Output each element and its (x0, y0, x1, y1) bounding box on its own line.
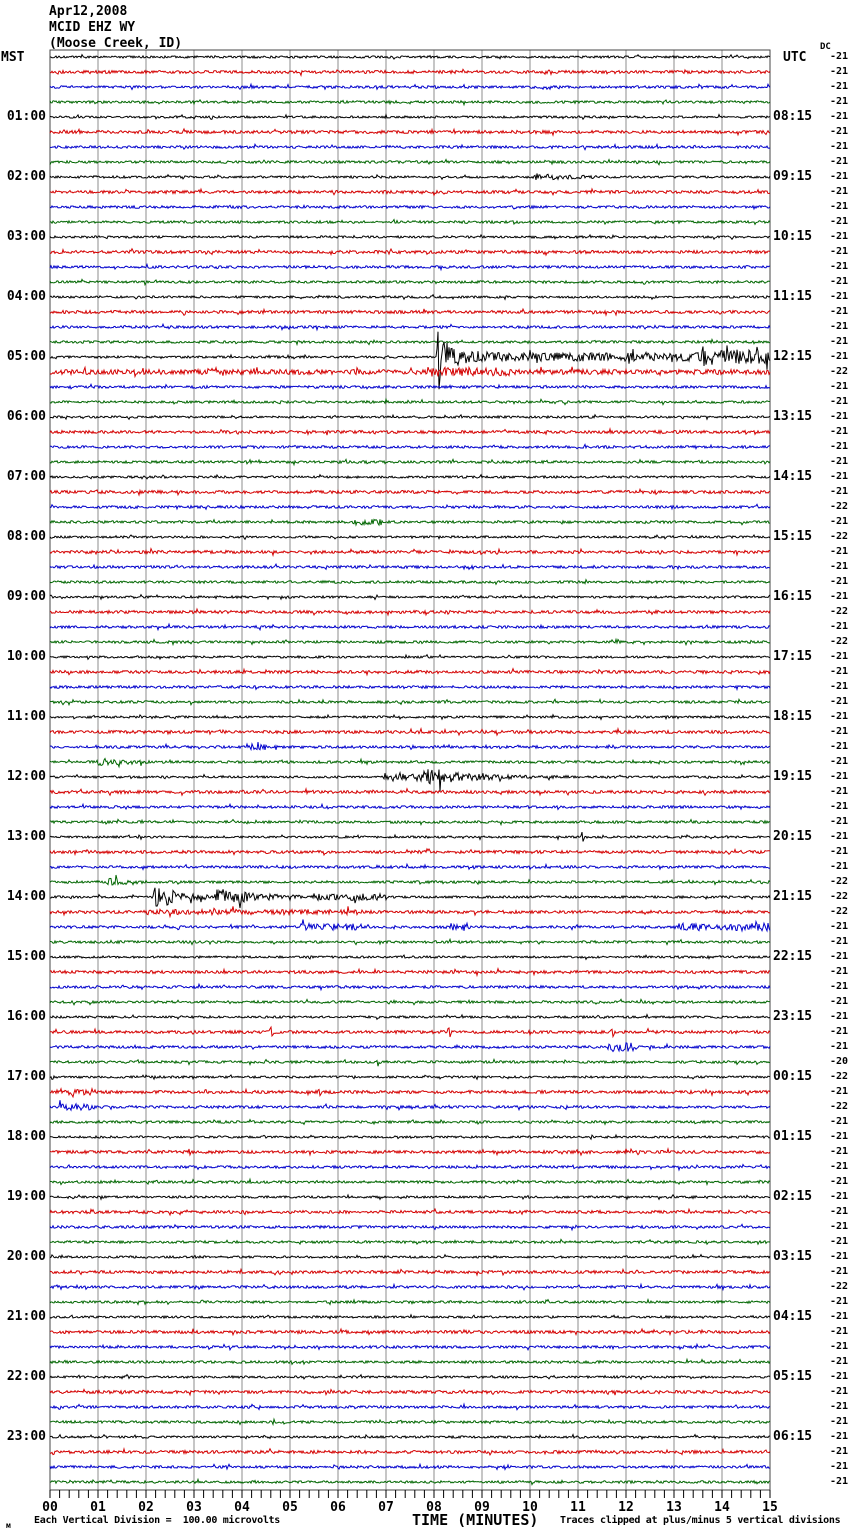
dc-offset-value: -21 (829, 216, 848, 227)
trace-row (50, 609, 770, 615)
dc-offset-value: -21 (829, 1176, 848, 1187)
trace-row (50, 1224, 770, 1229)
trace-row (50, 144, 770, 149)
mst-hour-label: 11:00 (6, 709, 46, 724)
dc-offset-value: -22 (829, 1071, 848, 1082)
trace-row (50, 759, 770, 767)
trace-row (50, 84, 770, 89)
trace-row (50, 595, 770, 600)
dc-offset-value: -22 (829, 501, 848, 512)
trace-row (50, 309, 770, 315)
trace-row (50, 519, 770, 525)
dc-offset-value: -22 (829, 1101, 848, 1112)
minute-label: 03 (186, 1500, 202, 1515)
minute-label: 04 (234, 1500, 250, 1515)
dc-offset-value: -21 (829, 396, 848, 407)
mst-hour-label: 01:00 (6, 109, 46, 124)
dc-offset-value: -21 (829, 1341, 848, 1352)
trace-row (50, 1059, 770, 1066)
dc-offset-value: -21 (829, 1251, 848, 1262)
minute-label: 13 (666, 1500, 682, 1515)
trace-row (50, 1435, 770, 1439)
dc-offset-value: -21 (829, 1431, 848, 1442)
trace-row (50, 399, 770, 404)
dc-offset-value: -21 (829, 711, 848, 722)
trace-row (50, 1419, 770, 1424)
dc-offset-value: -21 (829, 861, 848, 872)
dc-offset-value: -21 (829, 1356, 848, 1367)
dc-offset-value: -21 (829, 186, 848, 197)
dc-offset-value: -21 (829, 1131, 848, 1142)
utc-hour-label: 14:15 (773, 469, 813, 484)
dc-offset-value: -22 (829, 606, 848, 617)
dc-offset-value: -21 (829, 1191, 848, 1202)
dc-offset-value: -21 (829, 81, 848, 92)
dc-offset-value: -21 (829, 1386, 848, 1397)
dc-offset-value: -21 (829, 1116, 848, 1127)
trace-row (50, 1389, 770, 1395)
dc-offset-value: -21 (829, 456, 848, 467)
utc-hour-label: 12:15 (773, 349, 813, 364)
dc-offset-value: -21 (829, 96, 848, 107)
dc-offset-value: -21 (829, 426, 848, 437)
dc-offset-value: -21 (829, 1221, 848, 1232)
minute-label: 14 (714, 1500, 730, 1515)
station-location: (Moose Creek, ID) (49, 36, 183, 51)
utc-hour-label: 03:15 (773, 1249, 813, 1264)
dc-offset-value: -21 (829, 591, 848, 602)
dc-offset-value: -21 (829, 291, 848, 302)
dc-offset-value: -21 (829, 261, 848, 272)
trace-row (50, 864, 770, 869)
minute-label: 15 (762, 1500, 778, 1515)
trace-row (50, 1359, 770, 1364)
trace-row (50, 669, 770, 675)
dc-offset-value: -22 (829, 366, 848, 377)
trace-row (50, 129, 770, 135)
trace-row (50, 1089, 770, 1097)
utc-hour-label: 20:15 (773, 829, 813, 844)
dc-offset-value: -21 (829, 1476, 848, 1487)
trace-row (50, 1043, 770, 1052)
utc-hour-label: 05:15 (773, 1369, 813, 1384)
trace-row (50, 624, 770, 630)
minute-label: 01 (90, 1500, 106, 1515)
trace-row (50, 504, 770, 509)
dc-offset-value: -21 (829, 816, 848, 827)
dc-offset-value: -21 (829, 141, 848, 152)
dc-offset-value: -22 (829, 1281, 848, 1292)
utc-hour-label: 00:15 (773, 1069, 813, 1084)
trace-row (50, 1479, 770, 1484)
trace-row (50, 715, 770, 720)
left-timezone-label: MST (1, 50, 25, 65)
dc-offset-value: -21 (829, 306, 848, 317)
dc-offset-value: -21 (829, 696, 848, 707)
dc-offset-value: -21 (829, 951, 848, 962)
trace-row (50, 819, 770, 824)
utc-hour-label: 06:15 (773, 1429, 813, 1444)
mst-hour-label: 15:00 (6, 949, 46, 964)
trace-row (50, 115, 770, 120)
utc-hour-label: 10:15 (773, 229, 813, 244)
utc-hour-label: 21:15 (773, 889, 813, 904)
dc-offset-value: -21 (829, 1266, 848, 1277)
mst-hour-label: 16:00 (6, 1009, 46, 1024)
trace-row (50, 100, 770, 105)
mst-hour-label: 23:00 (6, 1429, 46, 1444)
dc-offset-value: -21 (829, 1026, 848, 1037)
trace-row (50, 939, 770, 944)
trace-row (50, 1404, 770, 1410)
dc-offset-value: -21 (829, 996, 848, 1007)
dc-offset-value: -21 (829, 1206, 848, 1217)
trace-row (50, 999, 770, 1004)
dc-offset-value: -21 (829, 846, 848, 857)
trace-row (50, 686, 770, 690)
minute-label: 09 (474, 1500, 490, 1515)
vertical-scale-note: Each Vertical Division = 100.00 microvolts (34, 1515, 280, 1526)
utc-hour-label: 18:15 (773, 709, 813, 724)
dc-offset-value: -21 (829, 726, 848, 737)
dc-offset-value: -21 (829, 486, 848, 497)
dc-offset-value: -21 (829, 1041, 848, 1052)
dc-offset-value: -21 (829, 276, 848, 287)
dc-offset-value: -21 (829, 681, 848, 692)
trace-row (50, 459, 770, 464)
trace-row (50, 875, 770, 885)
dc-offset-value: -21 (829, 756, 848, 767)
mst-hour-label: 20:00 (6, 1249, 46, 1264)
dc-offset-value: -21 (829, 786, 848, 797)
dc-offset-value: -21 (829, 1446, 848, 1457)
trace-row (50, 1165, 770, 1170)
trace-row (50, 174, 770, 180)
dc-offset-value: -21 (829, 1011, 848, 1022)
trace-row (50, 489, 770, 495)
trace-row (50, 1075, 770, 1079)
trace-row (50, 729, 770, 735)
utc-hour-label: 16:15 (773, 589, 813, 604)
dc-offset-value: -21 (829, 171, 848, 182)
trace-row (50, 429, 770, 435)
dc-offset-value: -21 (829, 411, 848, 422)
trace-row (50, 955, 770, 959)
dc-offset-value: -21 (829, 336, 848, 347)
dc-offset-value: -21 (829, 936, 848, 947)
mst-hour-label: 05:00 (6, 349, 46, 364)
trace-row (50, 832, 770, 841)
trace-row (50, 849, 770, 855)
dc-offset-value: -21 (829, 351, 848, 362)
dc-offset-value: -21 (829, 1326, 848, 1337)
trace-row (50, 415, 770, 420)
dc-offset-value: -21 (829, 471, 848, 482)
mst-hour-label: 17:00 (6, 1069, 46, 1084)
dc-offset-value: -21 (829, 1416, 848, 1427)
trace-row (50, 220, 770, 225)
mst-hour-label: 13:00 (6, 829, 46, 844)
trace-row (50, 1284, 770, 1289)
minute-label: 07 (378, 1500, 394, 1515)
dc-offset-value: -21 (829, 981, 848, 992)
plot-frame (50, 50, 770, 1490)
trace-row (50, 445, 770, 449)
trace-row (50, 1255, 770, 1259)
dc-offset-value: -21 (829, 51, 848, 62)
dc-offset-value: -21 (829, 576, 848, 587)
dc-offset-value: -21 (829, 666, 848, 677)
dc-offset-value: -21 (829, 561, 848, 572)
dc-offset-value: -21 (829, 126, 848, 137)
dc-offset-value: -21 (829, 801, 848, 812)
trace-row (50, 279, 770, 284)
trace-row (50, 367, 770, 377)
mst-hour-label: 09:00 (6, 589, 46, 604)
dc-offset-value: -21 (829, 111, 848, 122)
mst-hour-label: 19:00 (6, 1189, 46, 1204)
utc-hour-label: 01:15 (773, 1129, 813, 1144)
dc-offset-value: -21 (829, 966, 848, 977)
dc-offset-value: -21 (829, 1161, 848, 1172)
trace-row (50, 655, 770, 660)
dc-offset-value: -21 (829, 1086, 848, 1097)
dc-offset-value: -21 (829, 231, 848, 242)
dc-offset-value: -21 (829, 771, 848, 782)
mst-hour-label: 10:00 (6, 649, 46, 664)
trace-row (50, 1269, 770, 1275)
utc-hour-label: 09:15 (773, 169, 813, 184)
utc-hour-label: 08:15 (773, 109, 813, 124)
utc-hour-label: 17:15 (773, 649, 813, 664)
trace-row (50, 549, 770, 556)
clipping-note: Traces clipped at plus/minus 5 vertical divisions (560, 1515, 841, 1526)
trace-row (50, 235, 770, 239)
minute-label: 06 (330, 1500, 346, 1515)
trace-row (50, 1300, 770, 1305)
trace-row (50, 1464, 770, 1469)
station-code: MCID EHZ WY (49, 20, 136, 35)
utc-hour-label: 11:15 (773, 289, 813, 304)
minute-label: 00 (42, 1500, 58, 1515)
trace-row (50, 1209, 770, 1215)
trace-row (50, 332, 770, 390)
dc-offset-header: DC (820, 42, 831, 52)
trace-row (50, 55, 770, 59)
minute-label: 11 (570, 1500, 586, 1515)
dc-offset-value: -21 (829, 621, 848, 632)
dc-offset-value: -21 (829, 1371, 848, 1382)
dc-offset-value: -21 (829, 831, 848, 842)
trace-row (50, 1195, 770, 1199)
mst-hour-label: 07:00 (6, 469, 46, 484)
trace-row (50, 475, 770, 479)
trace-row (50, 564, 770, 569)
trace-row (50, 699, 770, 704)
trace-row (50, 1329, 770, 1335)
mst-hour-label: 18:00 (6, 1129, 46, 1144)
trace-row (50, 920, 770, 931)
dc-offset-value: -21 (829, 201, 848, 212)
dc-offset-value: -21 (829, 246, 848, 257)
trace-row (50, 205, 770, 209)
trace-row (50, 1120, 770, 1125)
dc-offset-value: -21 (829, 546, 848, 557)
utc-hour-label: 22:15 (773, 949, 813, 964)
trace-row (50, 804, 770, 809)
utc-hour-label: 02:15 (773, 1189, 813, 1204)
trace-row (50, 535, 770, 539)
x-axis-title: TIME (MINUTES) (412, 1511, 539, 1529)
minute-label: 08 (426, 1500, 442, 1515)
dc-offset-value: -21 (829, 921, 848, 932)
dc-offset-value: -21 (829, 441, 848, 452)
trace-row (50, 1449, 770, 1455)
trace-row (50, 1315, 770, 1319)
dc-offset-value: -22 (829, 906, 848, 917)
dc-offset-value: -22 (829, 876, 848, 887)
dc-offset-value: -21 (829, 1311, 848, 1322)
minute-label: 02 (138, 1500, 154, 1515)
trace-row (50, 984, 770, 989)
mst-hour-label: 04:00 (6, 289, 46, 304)
mst-hour-label: 14:00 (6, 889, 46, 904)
trace-row (50, 160, 770, 165)
record-date: Apr12,2008 (49, 4, 128, 19)
dc-offset-value: -21 (829, 381, 848, 392)
dc-offset-value: -21 (829, 516, 848, 527)
dc-offset-value: -21 (829, 1401, 848, 1412)
trace-row (50, 340, 770, 345)
dc-offset-value: -21 (829, 1296, 848, 1307)
dc-offset-value: -21 (829, 1461, 848, 1472)
trace-row (50, 1135, 770, 1139)
trace-row (50, 969, 770, 976)
mst-hour-label: 22:00 (6, 1369, 46, 1384)
right-timezone-label: UTC (783, 50, 807, 65)
trace-row (50, 384, 770, 389)
trace-row (50, 906, 770, 916)
dc-offset-value: -21 (829, 1236, 848, 1247)
minute-label: 10 (522, 1500, 538, 1515)
trace-row (50, 1027, 770, 1037)
trace-row (50, 1015, 770, 1020)
dc-offset-value: -22 (829, 531, 848, 542)
dc-offset-value: -21 (829, 741, 848, 752)
dc-offset-value: -22 (829, 636, 848, 647)
trace-row (50, 1179, 770, 1184)
trace-row (50, 324, 770, 330)
trace-row (50, 189, 770, 195)
dc-offset-value: -21 (829, 1146, 848, 1157)
dc-offset-value: -21 (829, 321, 848, 332)
utc-hour-label: 04:15 (773, 1309, 813, 1324)
minute-label: 12 (618, 1500, 634, 1515)
mst-hour-label: 08:00 (6, 529, 46, 544)
dc-offset-value: -20 (829, 1056, 848, 1067)
mst-hour-label: 06:00 (6, 409, 46, 424)
dc-offset-value: -21 (829, 66, 848, 77)
mst-hour-label: 02:00 (6, 169, 46, 184)
trace-row (50, 1375, 770, 1380)
trace-row (50, 1344, 770, 1350)
trace-row (50, 742, 770, 750)
trace-row (50, 69, 770, 75)
trace-row (50, 249, 770, 255)
utc-hour-label: 23:15 (773, 1009, 813, 1024)
utc-hour-label: 13:15 (773, 409, 813, 424)
trace-row (50, 264, 770, 269)
mst-hour-label: 12:00 (6, 769, 46, 784)
trace-row (50, 1239, 770, 1244)
dc-offset-value: -21 (829, 156, 848, 167)
trace-row (50, 295, 770, 300)
trace-row (50, 789, 770, 795)
trace-row (50, 769, 770, 791)
mst-hour-label: 03:00 (6, 229, 46, 244)
corner-mark: м (6, 1521, 11, 1530)
trace-row (50, 1100, 770, 1110)
utc-hour-label: 15:15 (773, 529, 813, 544)
mst-hour-label: 21:00 (6, 1309, 46, 1324)
minute-label: 05 (282, 1500, 298, 1515)
trace-row (50, 1149, 770, 1155)
utc-hour-label: 19:15 (773, 769, 813, 784)
trace-row (50, 888, 770, 908)
dc-offset-value: -21 (829, 651, 848, 662)
dc-offset-value: -22 (829, 891, 848, 902)
trace-row (50, 580, 770, 585)
trace-row (50, 639, 770, 644)
